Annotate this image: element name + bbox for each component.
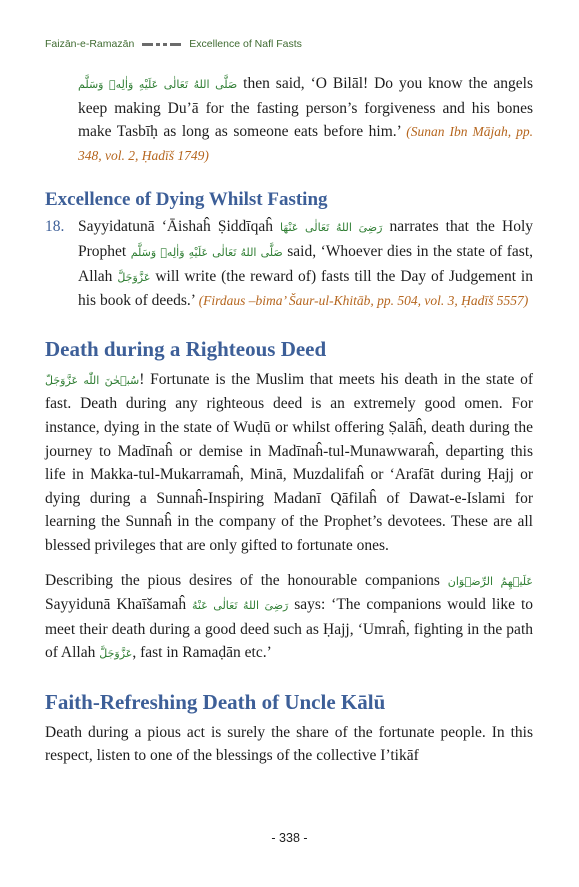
heading-death-during-righteous-deed: Death during a Righteous Deed bbox=[45, 336, 327, 361]
book-title: Faizān-e-Ramazān bbox=[45, 38, 135, 50]
heading-faith-refreshing-death: Faith-Refreshing Death of Uncle Kālū bbox=[45, 689, 386, 714]
item-text-part: narrates that the Holy Prophet bbox=[78, 218, 534, 260]
item-text bbox=[78, 215, 533, 312]
item-text-part: will write (the reward of) fasts till the Day of Judgement in his book of deeds.’ bbox=[78, 267, 533, 310]
paragraph-text: then said, ‘O Bilāl! Do you know the angels keep making Du’ā for the fasting person’s forgiveness and his bones make Tasbīḥ as long as someone eats before him.’ bbox=[78, 75, 534, 141]
azzawajal-arabic: عَزَّوَجَلَّ bbox=[99, 647, 133, 661]
subhanallah-arabic: سُبۡحٰنَ اللّٰه عَزَّوَجَلّ bbox=[45, 373, 140, 387]
page-content bbox=[45, 72, 533, 768]
paragraph-text: , fast in Ramaḍān etc.’ bbox=[132, 644, 272, 662]
reference: (Firdaus –bima’ Šaur-ul-Khitāb, pp. 504, vol. 3, Ḥadīš 5557) bbox=[198, 293, 529, 309]
ridwan-arabic: عَلَيۡهِمُ الرِّضۡوَان bbox=[447, 574, 533, 588]
paragraph-text: ! Fortunate is the Muslim that meets his death in the state of fast. Death during any righteous deed is an extremely good omen. For instance, dying in the state of Wuḍū or whilst offering Ṣalāĥ, death during the journey to Madīnaĥ or demise in Madīnaĥ-tul-Munawwaraĥ, departing this life in Makka-tul-Mukarramaĥ, Minā, Muzdalifaĥ or ‘Arafāt during Ḥajj or dying during a Sunnaĥ-Inspiring Madanī Qāfilaĥ of Dawat-e-Islami for learning the Sunnaĥ in the company of the Prophet’s devotees. These are all blessed privileges that are only gifted to fortunate ones. bbox=[45, 370, 533, 554]
section-title: Excellence of Nafl Fasts bbox=[189, 38, 302, 50]
item-text-part: said, ‘Whoever dies in the state of fast, Allah bbox=[78, 242, 534, 285]
radiyallah-arabic: رَضِیَ اللهُ تَعَالٰی عَنْهُ bbox=[191, 599, 289, 613]
azzawajal-arabic: عَزَّوَجَلَّ bbox=[117, 270, 151, 284]
paragraph-text: Describing the pious desires of the honourable companions bbox=[45, 571, 448, 589]
hadith-paragraph bbox=[45, 72, 533, 167]
salutation-arabic: صَلَّى اللهُ تَعَالٰى عَلَيْهِ وَاٰلِهٖ وَسَلَّم bbox=[78, 78, 238, 91]
numbered-item bbox=[45, 215, 533, 312]
radiyallah-arabic: رَضِیَ اللهُ تَعَالٰی عَنْهَا bbox=[280, 221, 383, 235]
salutation-arabic: صَلَّى اللهُ تَعَالٰى عَلَيْهِ وَاٰلِهٖ وَسَلَّم bbox=[130, 245, 283, 259]
paragraph bbox=[45, 569, 533, 666]
item-number: 18. bbox=[45, 218, 65, 236]
heading-excellence-of-dying-whilst-fasting: Excellence of Dying Whilst Fasting bbox=[45, 189, 328, 211]
header-separator bbox=[142, 43, 181, 46]
paragraph-text: Sayyidunā Khaīšamaĥ bbox=[45, 596, 192, 614]
item-text-part: Sayyidatunā ‘Āishaĥ Ṣiddīqaĥ bbox=[78, 218, 281, 236]
page-number: - 338 - bbox=[271, 831, 308, 845]
running-header bbox=[45, 38, 539, 50]
paragraph-text: says: ‘The companions would like to meet their death during a good deed such as Ḥajj, ‘Umraĥ, fighting in the path of Allah bbox=[45, 596, 534, 662]
reference: (Sunan Ibn Mājah, pp. 348, vol. 2, Ḥadīš 1749) bbox=[78, 124, 533, 163]
paragraph: Death during a pious act is surely the share of the fortunate people. In this respect, listen to one of the blessings of the collective I’tikāf bbox=[45, 723, 533, 765]
paragraph bbox=[45, 368, 533, 558]
